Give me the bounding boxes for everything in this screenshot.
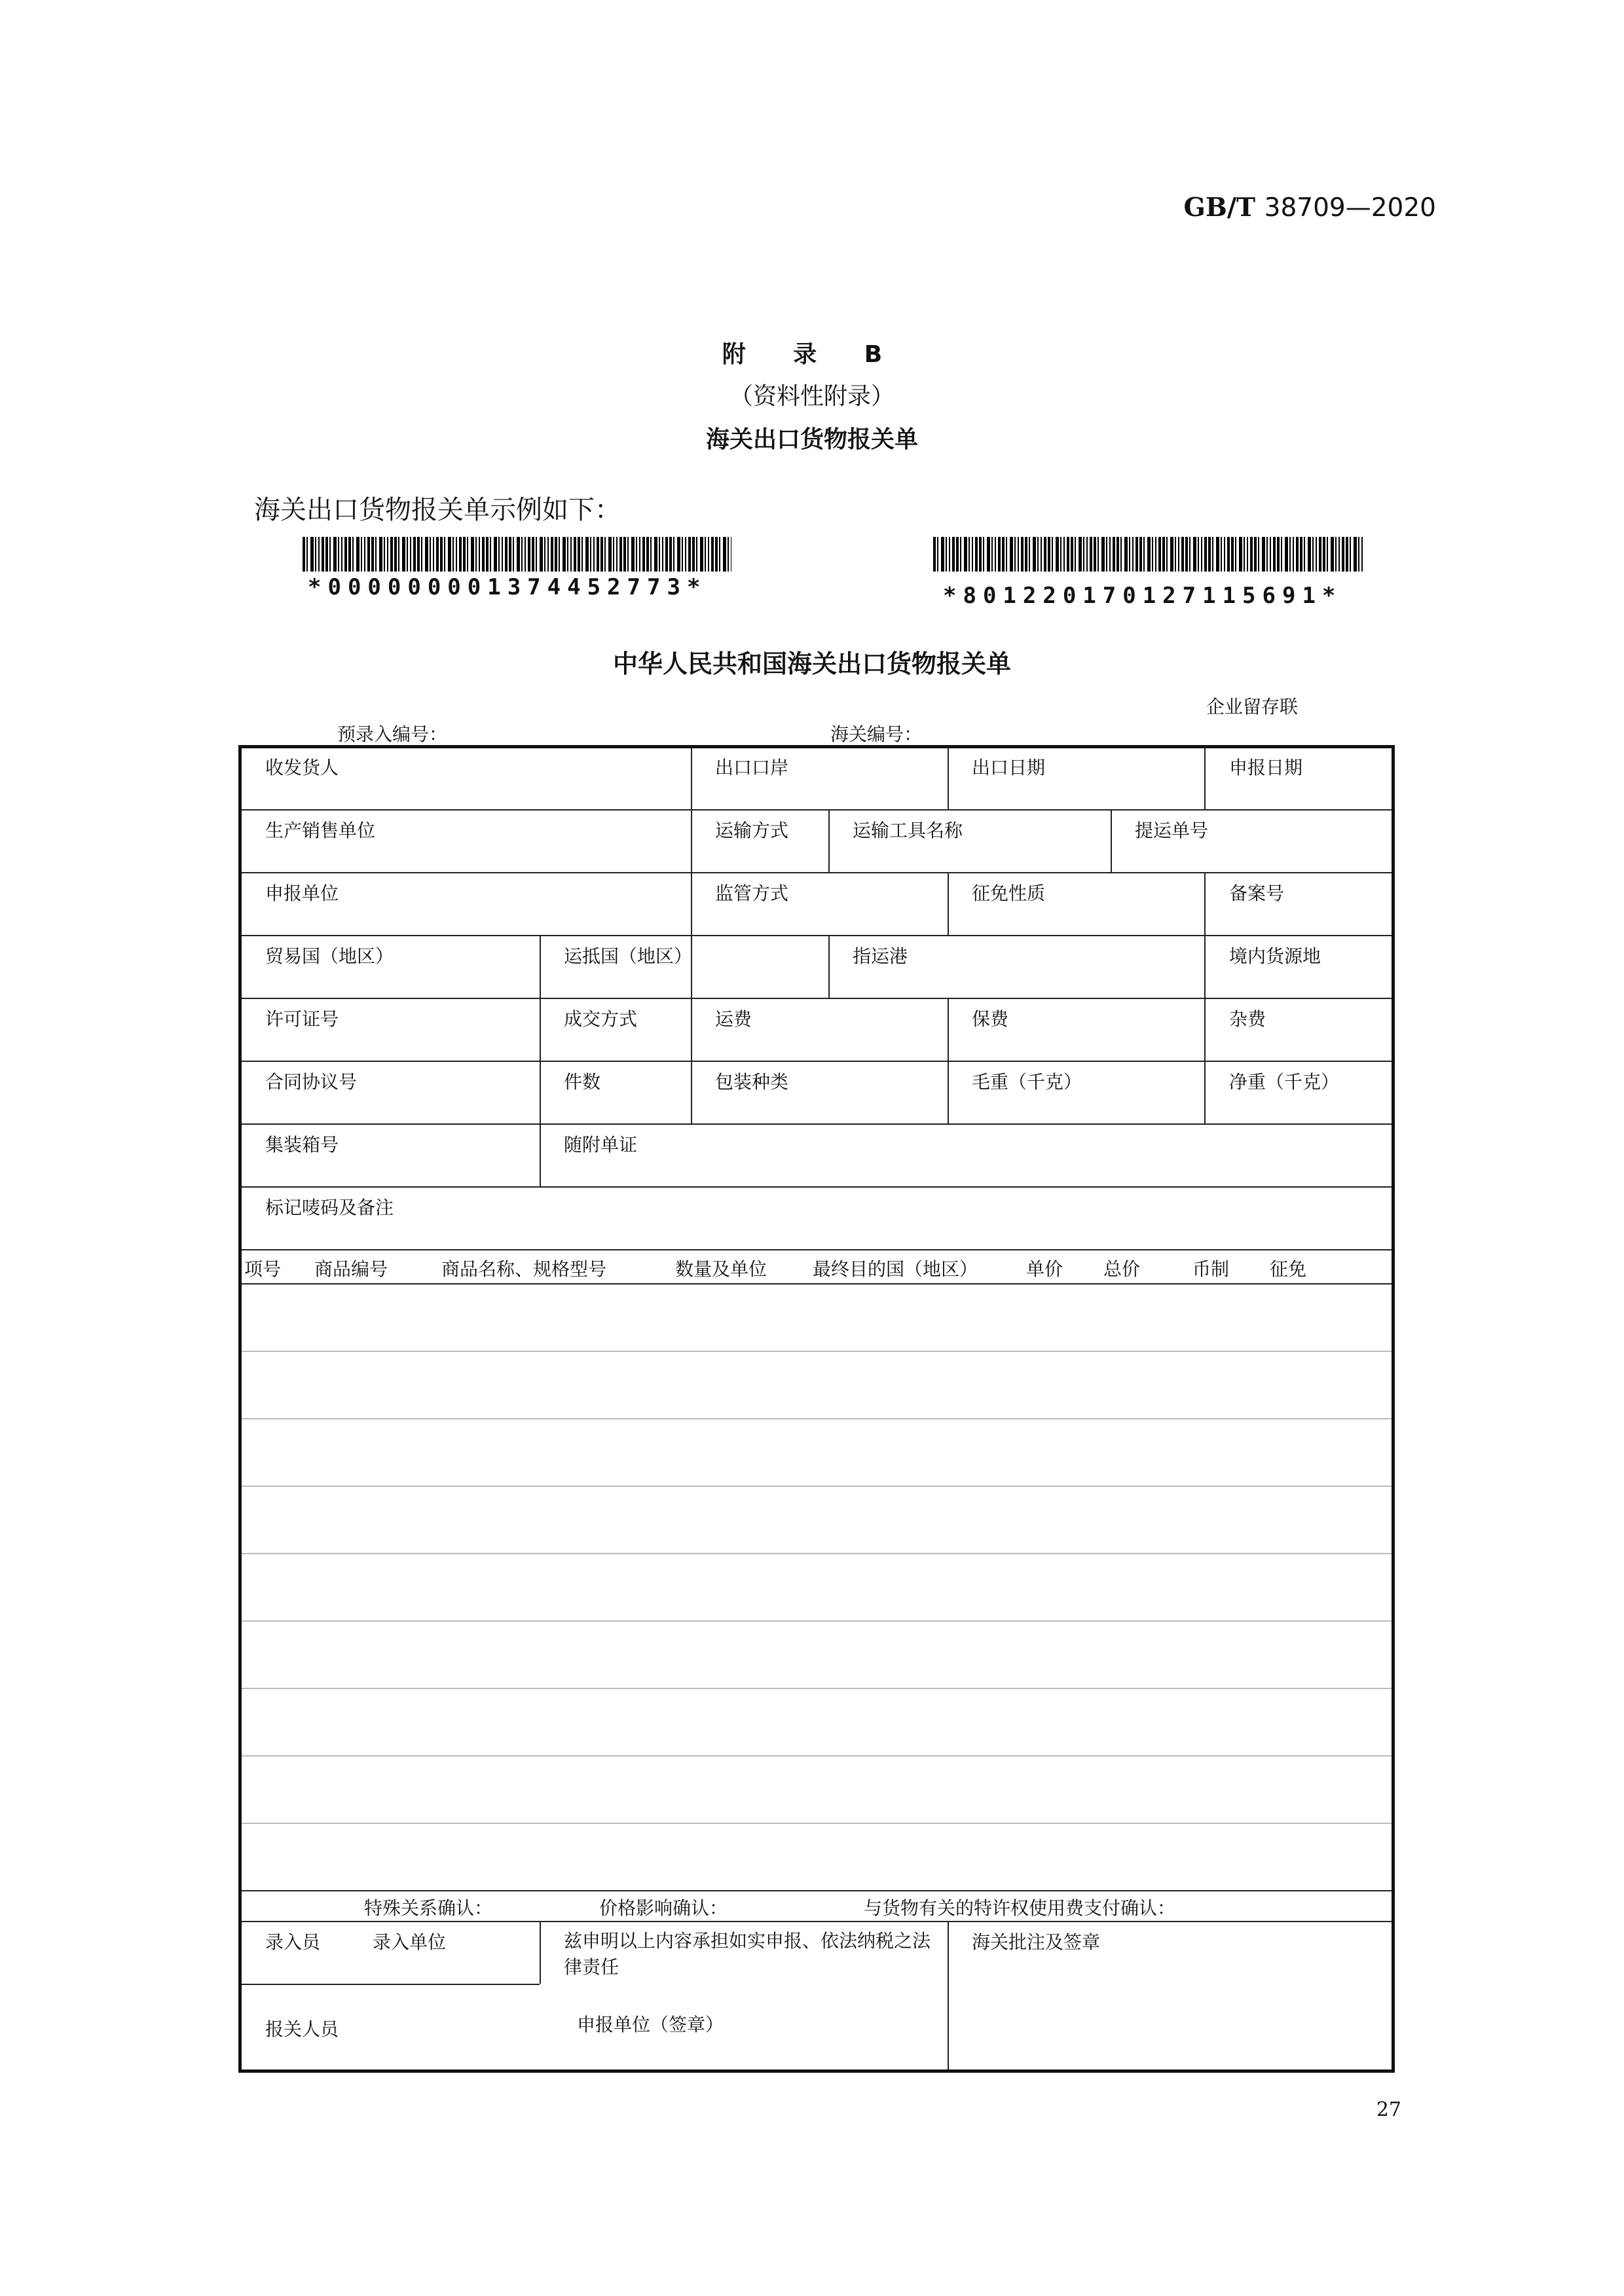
label-consignor: 收发货人 [265,757,339,778]
declaration-statement: 兹申明以上内容承担如实申报、依法纳税之法律责任 [564,1930,931,1978]
label-attached-documents: 随附单证 [564,1134,638,1156]
label-license-number: 许可证号 [265,1008,339,1030]
declaration-form [238,745,1395,2073]
intro-text: 海关出口货物报关单示例如下： [254,495,621,525]
price-impact-confirmation: 价格影响确认： [599,1897,728,1919]
label-container-number: 集装箱号 [265,1134,339,1156]
customs-number-label: 海关编号： [830,723,923,745]
goods-header-name-spec: 商品名称、规格型号 [441,1258,607,1280]
label-package-type: 包装种类 [715,1071,789,1093]
royalty-payment-confirmation: 与货物有关的特许权使用费支付确认： [864,1897,1176,1919]
label-marks-remarks: 标记唛码及备注 [265,1197,394,1218]
label-export-port: 出口口岸 [715,757,789,778]
label-transport-mode: 运输方式 [715,820,789,841]
label-net-weight: 净重（千克） [1229,1071,1340,1093]
label-freight: 运费 [715,1008,752,1030]
label-entry-unit: 录入单位 [373,1931,447,1953]
label-declaring-unit: 申报单位 [265,883,339,904]
annex-title: 附 录 B [722,341,902,368]
label-bill-of-lading: 提运单号 [1135,820,1209,841]
label-customs-broker: 报关人员 [265,2018,339,2040]
label-misc-fees: 杂费 [1229,1008,1266,1030]
annex-subtitle: （资料性附录） [729,383,895,410]
standard-code-prefix: GB/T [1183,192,1256,223]
standard-code-number: 38709—2020 [1264,193,1436,223]
label-arrival-country: 运抵国（地区） [564,945,693,967]
barcode-right-image [933,537,1363,572]
goods-header-total-price: 总价 [1103,1258,1141,1280]
label-record-number: 备案号 [1229,883,1285,904]
label-customs-approval: 海关批注及签章 [972,1931,1101,1953]
label-package-count: 件数 [564,1071,601,1093]
copy-label: 企业留存联 [1206,696,1299,718]
label-contract-number: 合同协议号 [265,1071,358,1093]
form-title: 中华人民共和国海关出口货物报关单 [612,649,1011,678]
label-transaction-mode: 成交方式 [564,1008,638,1030]
label-gross-weight: 毛重（千克） [972,1071,1082,1093]
label-declaring-unit-signature: 申报单位（签章） [577,2014,724,2035]
label-export-date: 出口日期 [972,757,1046,778]
preentry-number-label: 预录入编号： [337,723,448,745]
label-producer-seller: 生产销售单位 [265,820,376,841]
label-exemption-nature: 征免性质 [972,883,1046,904]
label-supervision-mode: 监管方式 [715,883,789,904]
label-trade-country: 贸易国（地区） [265,945,394,967]
goods-header-unit-price: 单价 [1026,1258,1063,1280]
label-vehicle-name: 运输工具名称 [853,820,963,841]
goods-header-quantity-unit: 数量及单位 [675,1258,767,1280]
barcode-right-text: *801220170127115691* [943,583,1342,609]
goods-header-final-destination: 最终目的国（地区） [813,1258,978,1280]
label-domestic-source: 境内货源地 [1229,945,1321,967]
special-relationship-confirmation: 特殊关系确认： [364,1897,493,1919]
page-number: 27 [1376,2098,1401,2121]
goods-header-currency: 币制 [1192,1258,1230,1280]
annex-name: 海关出口货物报关单 [705,426,918,453]
goods-header-commodity-code: 商品编号 [314,1258,388,1280]
label-entry-clerk: 录入员 [265,1931,321,1953]
barcode-left-image [303,537,731,572]
label-destination-port: 指运港 [853,945,908,967]
label-declaration-date: 申报日期 [1229,757,1303,778]
label-insurance: 保费 [972,1008,1009,1030]
goods-header-exemption: 征免 [1270,1258,1307,1280]
goods-header-item-no: 项号 [244,1258,282,1280]
standard-code [1184,192,1436,223]
barcode-left-text: *0000000013744527​73* [308,574,707,600]
